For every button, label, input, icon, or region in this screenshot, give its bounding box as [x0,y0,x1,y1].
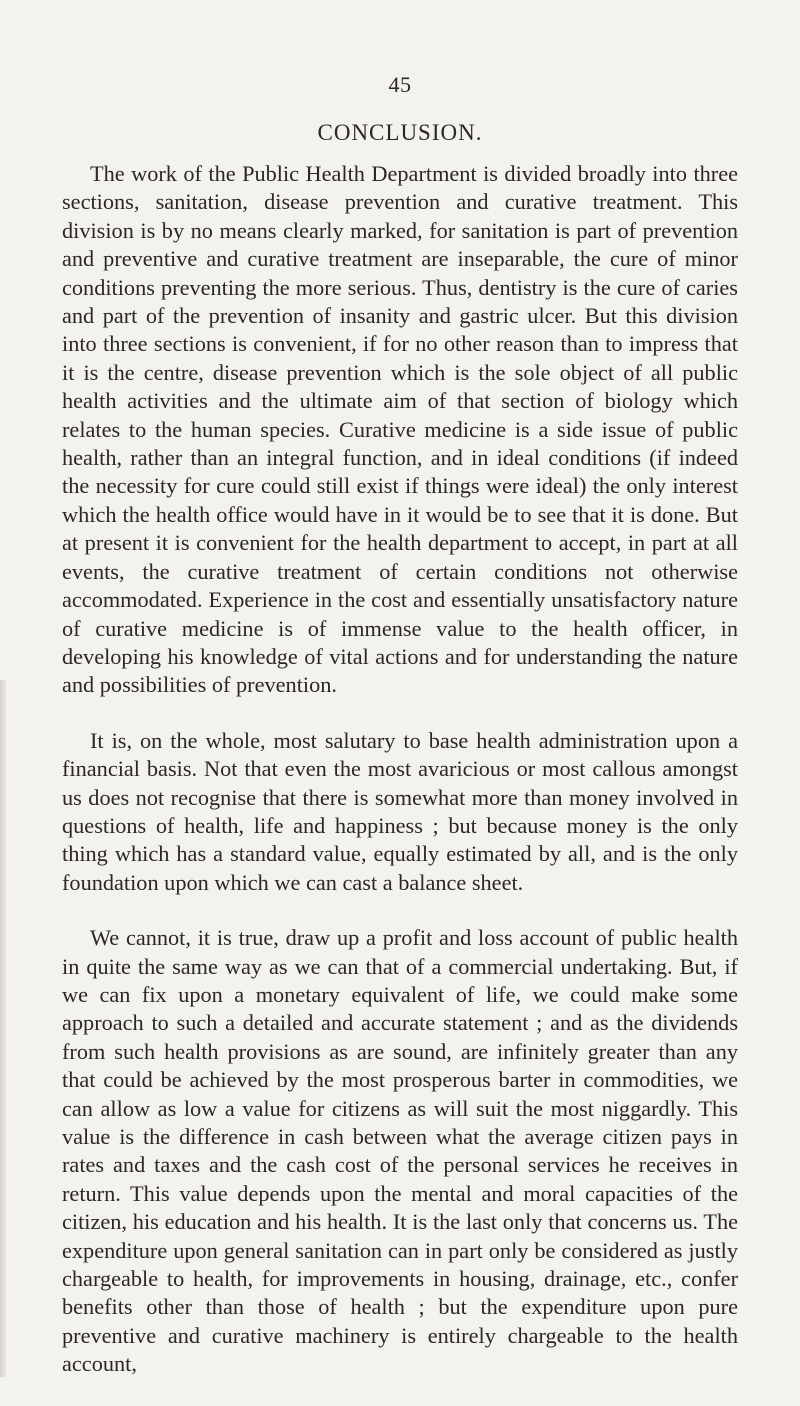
section-heading: CONCLUSION. [317,120,483,145]
paragraph-3: We cannot, it is true, draw up a profit and loss account of public health in quite the same way as we can that of a commercial undertaking. But, if we can fix upon a monetary equivalent of life, we could make some approach to such a detailed and accurate statement ; and as the dividends from such health provisions as are sound, are infinitely greater than any that could be achieved by the most prosperous barter in commodities, we can allow as low a value for citizens as will suit the most niggardly. This value is the difference in cash between what the average citizen pays in rates and taxes and the cash cost of the personal services he receives in return. This value depends upon the mental and moral capacities of the citizen, his education and his health. It is the last only that concerns us. The expenditure upon general sanitation can in part only be considered as justly chargeable to health, for improvements in housing, drainage, etc., confer benefits other than those of health ; but the expenditure upon pure preventive and curative machinery is entirely chargeable to the health account, [62,925,738,1377]
paragraph-2: It is, on the whole, most salutary to base health administration upon a financial basis. Not that even the most avaricious or most callous amongst us does not recognise that there is somewhat more than money involved in questions of health, life and happiness ; but because money is the only thing which has a standard value, equally estimated by all, and is the only foundation upon which we can cast a balance sheet. [62,727,738,895]
page-binding-edge [0,680,6,1377]
body-text [62,160,738,1406]
paragraph-1: The work of the Public Health Department is divided broadly into three sections, sanitation, disease prevention and curative treatment. This division is by no means clearly marked, for sanitation is part of prevention and preventive and curative treatment are inseparable, the cure of minor conditions preventing the more serious. Thus, dentistry is the cure of caries and part of the prevention of insanity and gastric ulcer. But this division into three sections is convenient, if for no other reason than to impress that it is the centre, disease prevention which is the sole object of all public health activities and the ultimate aim of that section of biology which relates to the human species. Curative medicine is a side issue of public health, rather than an integral function, and in ideal conditions (if indeed the necessity for cure could still exist if things were ideal) the only interest which the health office would have in it would be to see that it is done. But at present it is convenient for the health department to accept, in part at all events, the curative treatment of certain conditions not otherwise accommodated. Experience in the cost and essentially unsatisfactory nature of curative medicine is of immense value to the health officer, in developing his knowledge of vital actions and for understanding the nature and possibilities of prevention. [62,161,738,698]
page-number: 45 [388,72,412,97]
